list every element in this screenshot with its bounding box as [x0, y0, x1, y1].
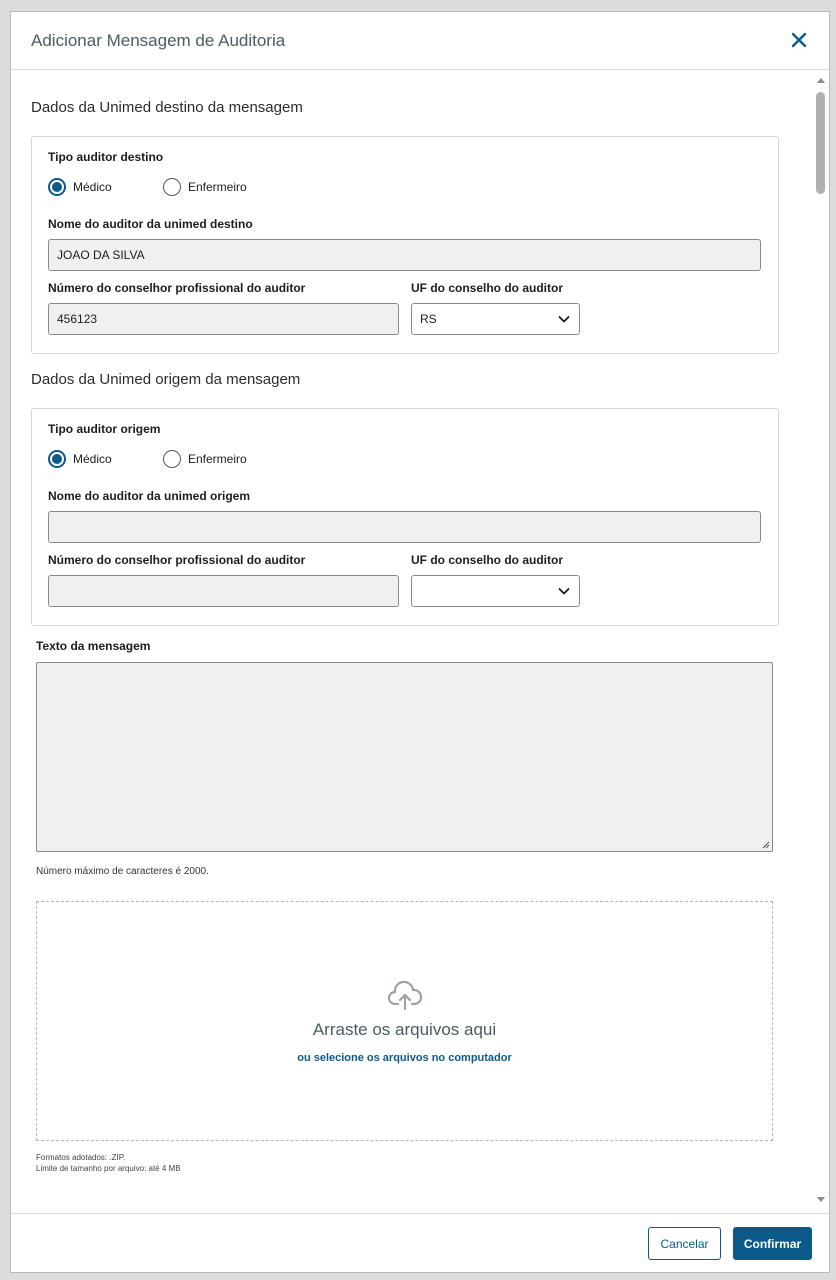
- radio-destino-medico[interactable]: [48, 178, 112, 196]
- radio-origem-enfermeiro[interactable]: [163, 450, 247, 468]
- radio-label: Enfermeiro: [188, 452, 247, 466]
- uf-destino-value: RS: [420, 312, 437, 326]
- texto-mensagem-textarea[interactable]: [36, 662, 773, 852]
- section-title-destino: Dados da Unimed destino da mensagem: [31, 99, 303, 116]
- upload-limit-note: Limite de tamanho por arquivo: até 4 MB: [36, 1164, 181, 1173]
- modal-title: Adicionar Mensagem de Auditoria: [31, 31, 286, 50]
- uf-destino-label: UF do conselho do auditor: [411, 281, 563, 295]
- conselho-destino-label: Número do conselhor profissional do auditor: [48, 281, 306, 295]
- conselho-destino-input[interactable]: 456123: [48, 303, 399, 335]
- scroll-down-arrow-icon[interactable]: [817, 1197, 825, 1202]
- close-icon: [787, 28, 811, 52]
- chevron-down-icon: [557, 312, 571, 326]
- radio-destino-enfermeiro[interactable]: [163, 178, 247, 196]
- radio-checked-icon: [48, 450, 66, 468]
- modal-body: [11, 71, 829, 1213]
- nome-auditor-destino-label: Nome do auditor da unimed destino: [48, 217, 253, 231]
- radio-checked-icon: [48, 178, 66, 196]
- scroll-thumb[interactable]: [816, 92, 825, 194]
- uf-origem-select[interactable]: [411, 575, 580, 607]
- card-origem: [31, 408, 779, 626]
- radio-unchecked-icon: [163, 178, 181, 196]
- confirm-button[interactable]: Confirmar: [733, 1227, 812, 1260]
- vertical-scrollbar[interactable]: [815, 74, 827, 1206]
- radio-label: Médico: [73, 452, 112, 466]
- close-button[interactable]: [787, 28, 811, 52]
- chevron-down-icon: [557, 584, 571, 598]
- upload-formats-note: Formatos adotados: .ZIP.: [36, 1153, 126, 1162]
- modal-dialog: [10, 11, 830, 1273]
- conselho-origem-input[interactable]: [48, 575, 399, 607]
- radio-label: Enfermeiro: [188, 180, 247, 194]
- section-title-origem: Dados da Unimed origem da mensagem: [31, 371, 301, 388]
- modal-footer: [11, 1213, 829, 1272]
- file-dropzone[interactable]: [36, 901, 773, 1141]
- cloud-upload-icon: [387, 980, 423, 1012]
- texto-mensagem-label: Texto da mensagem: [36, 639, 151, 653]
- uf-origem-label: UF do conselho do auditor: [411, 553, 563, 567]
- conselho-origem-label: Número do conselhor profissional do auditor: [48, 553, 306, 567]
- select-files-link[interactable]: ou selecione os arquivos no computador: [297, 1052, 512, 1064]
- card-destino: [31, 136, 779, 354]
- uf-destino-select[interactable]: [411, 303, 580, 335]
- dropzone-title: Arraste os arquivos aqui: [312, 1020, 497, 1039]
- radio-unchecked-icon: [163, 450, 181, 468]
- resize-grip-icon[interactable]: [762, 841, 770, 849]
- radio-origem-medico[interactable]: [48, 450, 112, 468]
- nome-auditor-destino-input[interactable]: JOAO DA SILVA: [48, 239, 761, 271]
- scroll-up-arrow-icon[interactable]: [817, 78, 825, 83]
- tipo-auditor-destino-label: Tipo auditor destino: [48, 150, 164, 164]
- tipo-auditor-origem-label: Tipo auditor origem: [48, 422, 161, 436]
- cancel-button[interactable]: Cancelar: [648, 1227, 721, 1260]
- mensagem-help-text: Número máximo de caracteres é 2000.: [36, 866, 209, 877]
- radio-label: Médico: [73, 180, 112, 194]
- nome-auditor-origem-label: Nome do auditor da unimed origem: [48, 489, 251, 503]
- modal-header: [11, 12, 829, 70]
- nome-auditor-origem-input[interactable]: [48, 511, 761, 543]
